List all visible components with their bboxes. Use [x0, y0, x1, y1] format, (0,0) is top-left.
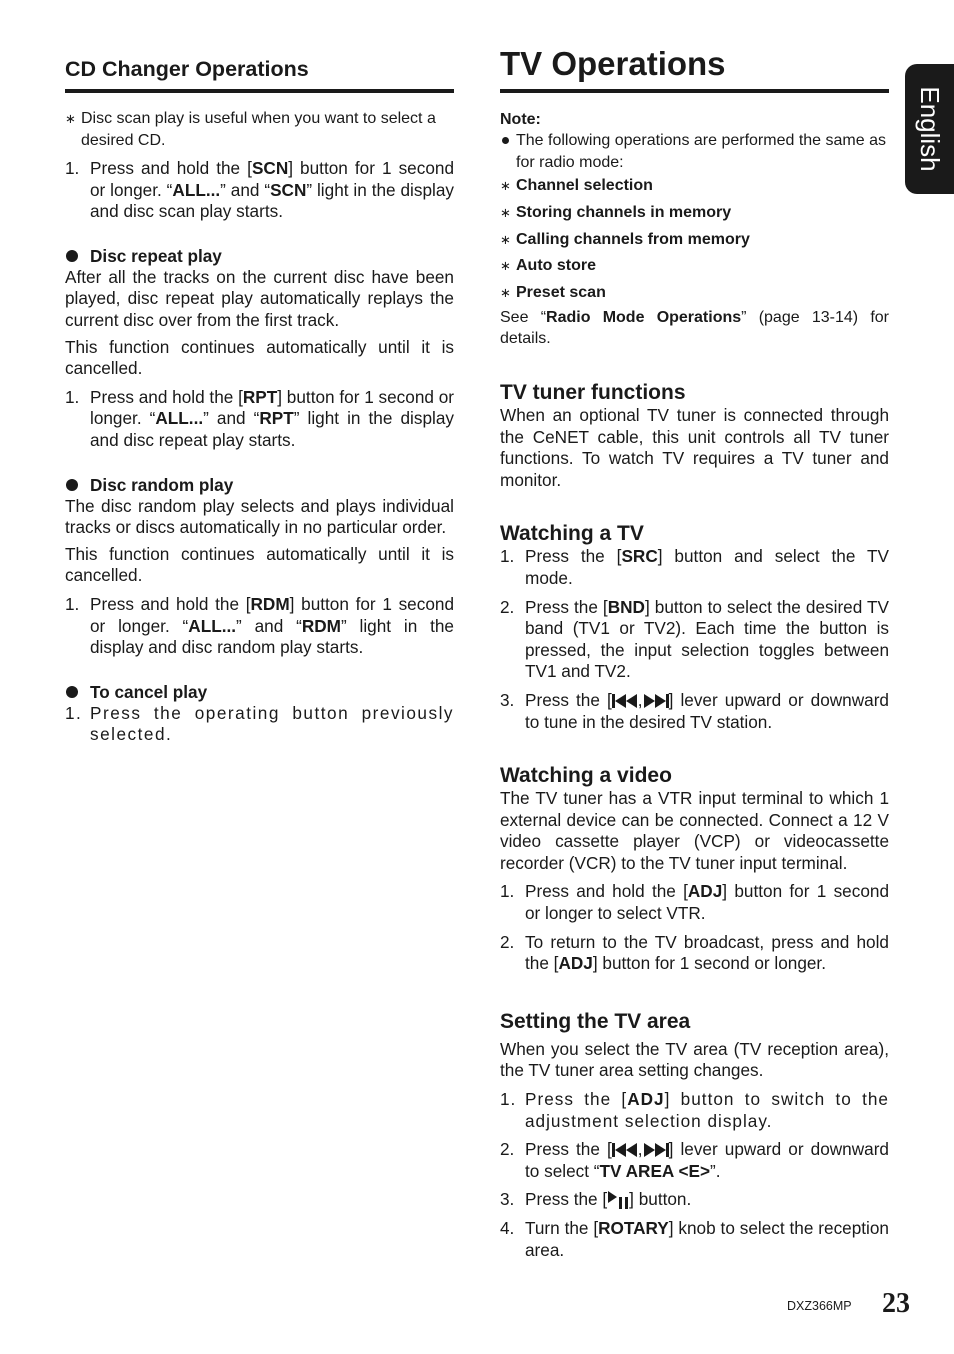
asterisk-icon: ∗	[500, 204, 511, 220]
src-button-label: SRC	[621, 546, 658, 567]
bullet-icon	[66, 686, 78, 698]
list-item: ∗ Channel selection	[500, 173, 889, 200]
bullet-icon	[502, 137, 509, 144]
watching-tv-step-1: 1. Press the [SRC] button and select the TV mode.	[500, 546, 889, 588]
cancel-play-heading: To cancel play	[65, 681, 454, 703]
watching-video-step-1: 1. Press and hold the [ADJ] button for 1 second or longer to select VTR.	[500, 881, 889, 924]
asterisk-icon: ∗	[65, 111, 76, 126]
rdm-button-label: RDM	[250, 593, 290, 614]
adj-button-label: ADJ	[558, 953, 593, 974]
disc-repeat-continue: This function continues automatically until it is cancelled.	[65, 336, 454, 379]
tv-tuner-desc: When an optional TV tuner is connected through the CeNET cable, this unit controls all TV tuner functions. To watch TV requires a TV tuner and monitor.	[500, 404, 889, 490]
list-item: ∗ Storing channels in memory	[500, 200, 889, 227]
list-item: ∗ Auto store	[500, 253, 889, 280]
tv-area-step-4: 4. Turn the [ROTARY] knob to select the reception area.	[500, 1218, 889, 1260]
tv-area-heading: Setting the TV area	[500, 1009, 691, 1033]
disc-repeat-step-1: 1. Press and hold the [RPT] button for 1 second or longer. “ALL...” and “RPT” light in the display and disc repeat play starts.	[65, 386, 455, 450]
bullet-icon	[66, 479, 78, 491]
cd-changer-body	[65, 108, 454, 746]
bullet-icon	[66, 250, 78, 262]
adj-button-label: ADJ	[687, 881, 723, 902]
language-tab	[905, 64, 954, 194]
tv-tuner-heading: TV tuner functions	[500, 380, 686, 404]
disc-scan-step-1: 1. Press and hold the [SCN] button for 1 second or longer. “ALL...” and “SCN” light in the display and disc scan play starts.	[65, 158, 454, 222]
list-item: ∗ Calling channels from memory	[500, 227, 889, 254]
tv-area-step-3: 3. Press the [ ] button.	[500, 1189, 692, 1210]
watching-video-desc: The TV tuner has a VTR input terminal to which 1 external device can be connected. Connect a 12 V video cassette player (VCP) or videocassette recorder (VCR) to the TV tuner input terminal.	[500, 788, 889, 873]
disc-random-step-1: 1. Press and hold the [RDM] button for 1 second or longer. “ALL...” and “RDM” light in the display and disc random play starts.	[65, 593, 455, 658]
tv-area-step-1: 1. Press the [ADJ] button to switch to the adjustment selection display.	[500, 1089, 889, 1131]
tv-area-desc: When you select the TV area (TV reception area), the TV tuner area setting changes.	[500, 1038, 889, 1081]
cd-changer-title: CD Changer Operations	[65, 56, 454, 93]
note-title: Note:	[500, 111, 541, 128]
list-item: ∗ Preset scan	[500, 280, 889, 307]
rpt-button-label: RPT	[242, 386, 278, 407]
scn-button-label: SCN	[251, 158, 289, 178]
adj-button-label: ADJ	[627, 1089, 665, 1110]
watching-video-heading: Watching a video	[500, 764, 672, 788]
asterisk-icon: ∗	[500, 258, 511, 274]
skip-forward-icon	[643, 694, 669, 708]
skip-back-icon	[612, 694, 638, 708]
skip-back-icon	[612, 1143, 638, 1157]
see-reference: See “Radio Mode Operations” (page 13-14) for details.	[500, 308, 889, 348]
play-pause-icon	[607, 1191, 629, 1209]
asterisk-icon: ∗	[500, 178, 511, 193]
skip-forward-icon	[643, 1143, 669, 1157]
disc-random-desc: The disc random play selects and plays individual tracks or discs automatically in no particular order.	[65, 495, 454, 538]
cd-changer-header	[65, 56, 454, 93]
asterisk-icon: ∗	[500, 231, 511, 247]
watching-tv-heading: Watching a TV	[500, 522, 644, 546]
tv-operations-header	[500, 44, 889, 93]
language-label: English	[914, 86, 945, 172]
cancel-play-step-1: 1. Press the operating button previously selected.	[65, 702, 454, 745]
tv-area-step-2: 2. Press the [ , ] lever upward or downward to select “TV AREA <E>”.	[500, 1139, 889, 1181]
watching-video-step-2: 2. To return to the TV broadcast, press and hold the [ADJ] button for 1 second or longer.	[500, 931, 889, 974]
disc-random-continue: This function continues automatically until it is cancelled.	[65, 543, 454, 586]
disc-repeat-heading: Disc repeat play	[65, 245, 454, 267]
watching-tv-step-3: 3. Press the [ , ] lever upward or downward to tune in the desired TV station.	[500, 689, 889, 732]
disc-scan-note: ∗ Disc scan play is useful when you want to select a desired CD.	[65, 110, 436, 149]
disc-random-heading: Disc random play	[65, 474, 454, 496]
watching-tv-step-2: 2. Press the [BND] button to select the desired TV band (TV1 or TV2). Each time the button is pressed, the input selection toggles between TV1 and TV2.	[500, 596, 889, 682]
radio-mode-operation-list	[500, 173, 889, 307]
rotary-knob-label: ROTARY	[598, 1218, 669, 1239]
disc-repeat-desc: After all the tracks on the current disc have been played, disc repeat play automatically replays the current disc over from the first track.	[65, 266, 454, 330]
page-number: 23	[882, 1288, 910, 1319]
note-bullet: The following operations are performed the same as for radio mode:	[500, 130, 889, 173]
tv-operations-body	[500, 109, 889, 1261]
asterisk-icon: ∗	[500, 285, 511, 301]
model-number: DXZ366MP	[787, 1299, 852, 1313]
bnd-button-label: BND	[607, 596, 645, 617]
tv-operations-title: TV Operations	[500, 44, 889, 93]
